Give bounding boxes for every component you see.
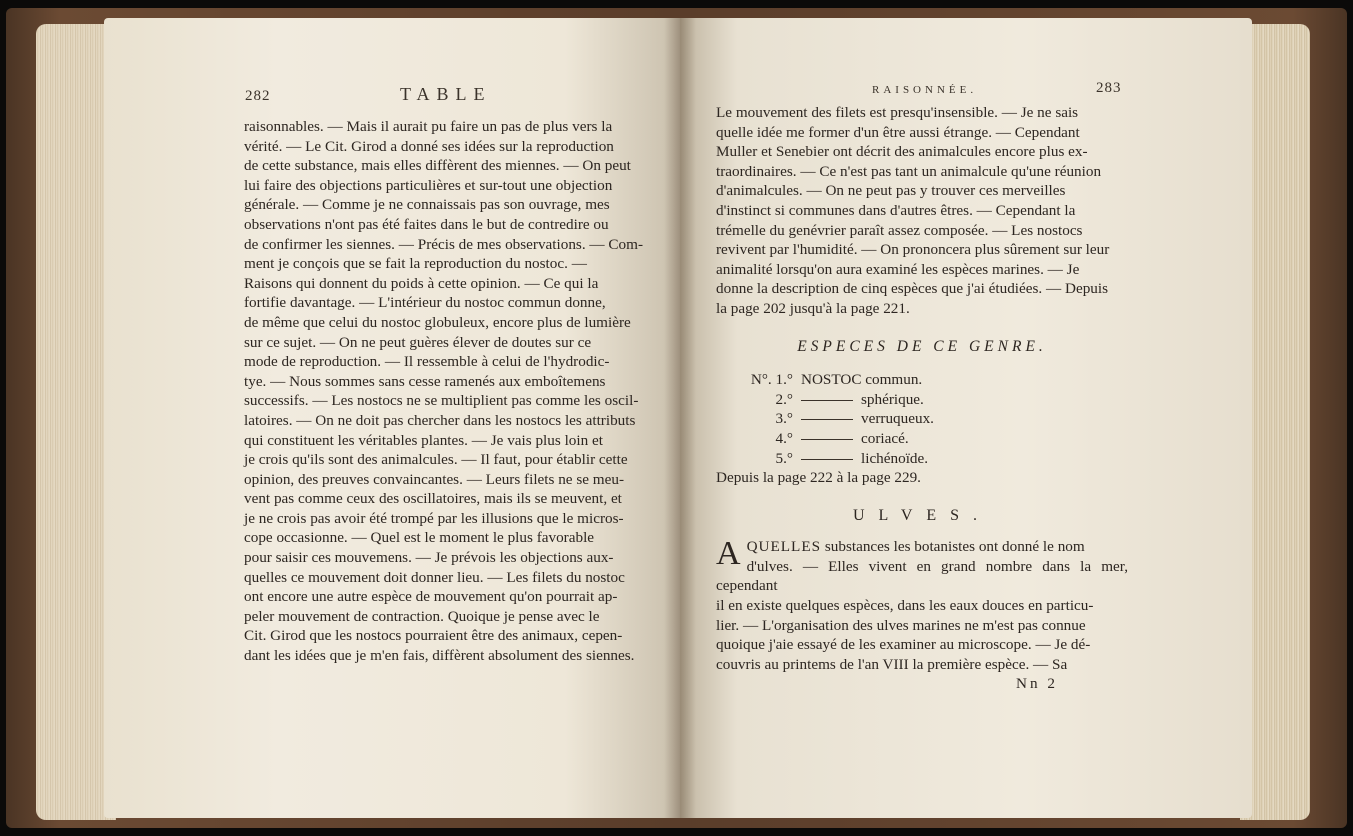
- text-line: vent pas comme ceux des oscillatoires, mais ils se meuvent, et: [244, 490, 622, 508]
- text-line: latoires. — On ne doit pas chercher dans les nostocs les attributs: [244, 411, 636, 429]
- text-line: quoique j'aie essayé de les examiner au microscope. — Je dé-: [716, 636, 1091, 654]
- species-name: verruqueux.: [861, 410, 934, 428]
- right-running-title: RAISONNÉE.: [872, 84, 978, 96]
- text-line: de confirmer les siennes. — Précis de mes observations. — Com-: [244, 235, 644, 253]
- species-number: N°. 1.°: [750, 371, 793, 389]
- text-line: revivent par l'humidité. — On prononcera plus sûrement sur leur: [716, 241, 1110, 259]
- species-heading: ESPECES DE CE GENRE.: [797, 337, 1047, 355]
- text-line: cope occasionne. — Quel est le moment le plus favorable: [244, 529, 595, 547]
- text-line: mode de reproduction. — Il ressemble à celui de l'hydrodic-: [244, 353, 610, 371]
- small-caps-word: QUELLES: [746, 538, 822, 556]
- text-line: de cette substance, mais elles diffèrent des miennes. — On peut: [244, 157, 631, 175]
- text-line: couvris au printems de l'an VIII la première espèce. — Sa: [716, 655, 1068, 673]
- species-page-range: Depuis la page 222 à la page 229.: [716, 469, 921, 487]
- text-line: peler mouvement de contraction. Quoique je pense avec le: [244, 607, 600, 625]
- species-number: 3.°: [775, 410, 793, 428]
- left-running-title: TABLE: [400, 84, 492, 104]
- text-line: sur ce sujet. — On ne peut guères élever de doutes sur ce: [244, 333, 592, 351]
- text-line: pour saisir ces mouvemens. — Je prévois les objections aux-: [244, 549, 614, 567]
- text-line: donne la description de cinq espèces que j'ai étudiées. — Depuis: [716, 280, 1109, 298]
- text-line: successifs. — Les nostocs ne se multiplient pas comme les oscil-: [244, 392, 639, 410]
- text-line: raisonnables. — Mais il aurait pu faire un pas de plus vers la: [244, 118, 613, 135]
- list-item: [746, 429, 1128, 449]
- text-line: animalité lorsqu'on aura examiné les espèces marines. — Je: [716, 260, 1080, 278]
- text-line: traordinaires. — Ce n'est pas tant un animalcule qu'une réunion: [716, 162, 1102, 180]
- left-page-number: 282: [245, 88, 271, 104]
- text-line: Le mouvement des filets est presqu'insensible. — Je ne sais: [716, 104, 1079, 121]
- left-page-body: [244, 117, 654, 666]
- text-line: Cit. Girod que les nostocs pourraient être des animaux, cepen-: [244, 627, 623, 645]
- list-item: [746, 370, 1128, 390]
- species-name: NOSTOC commun.: [801, 371, 923, 389]
- list-item: [746, 449, 1128, 469]
- text-line: Muller et Senebier ont décrit des animalcules encore plus ex-: [716, 143, 1088, 161]
- book-gutter: [664, 18, 696, 818]
- species-number: 5.°: [775, 449, 793, 467]
- text-line: quelles ce mouvement doit donner lieu. — Les filets du nostoc: [244, 568, 625, 586]
- text-line: de même que celui du nostoc globuleux, encore plus de lumière: [244, 313, 631, 331]
- species-name: coriacé.: [861, 429, 909, 447]
- text-line: d'animalcules. — On ne peut pas y trouver ces merveilles: [716, 182, 1066, 200]
- right-page-number: 283: [1096, 80, 1122, 96]
- text-line: je ne crois pas avoir été trompé par les illusions que le micros-: [244, 509, 624, 527]
- text-line: vérité. — Le Cit. Girod a donné ses idées sur la reproduction: [244, 137, 614, 155]
- text-line: opinion, des preuves convaincantes. — Leurs filets ne se meu-: [244, 470, 624, 488]
- ditto-rule: [801, 449, 853, 460]
- right-page-body: [716, 103, 1128, 694]
- text-line: générale. — Comme je ne connaissais pas son ouvrage, mes: [244, 196, 610, 214]
- text-line: substances les botanistes ont donné le nom: [821, 538, 1085, 556]
- text-line: tye. — Nous sommes sans cesse ramenés aux emboîtemens: [244, 372, 606, 390]
- ditto-rule: [801, 409, 853, 420]
- text-line: lier. — L'organisation des ulves marines ne m'est pas connue: [716, 616, 1086, 634]
- ulves-heading: ULVES.: [852, 506, 992, 524]
- text-line: qui constituent les véritables plantes. — Je vais plus loin et: [244, 431, 603, 449]
- text-line: lui faire des objections particulières et sur-tout une objection: [244, 176, 613, 194]
- list-item: [746, 390, 1128, 410]
- species-number: 2.°: [775, 390, 793, 408]
- text-line: la page 202 jusqu'à la page 221.: [716, 299, 910, 317]
- text-line: fortifie davantage. — L'intérieur du nostoc commun donne,: [244, 294, 606, 312]
- text-line: trémelle du genévrier paraît assez composée. — Les nostocs: [716, 221, 1083, 239]
- text-line: dant les idées que je m'en fais, diffèrent absolument des siennes.: [244, 647, 635, 665]
- species-number: 4.°: [775, 429, 793, 447]
- text-line: il en existe quelques espèces, dans les eaux douces en particu-: [716, 597, 1094, 615]
- text-line: ont encore une autre espèce de mouvement qu'on pourrait ap-: [244, 588, 618, 606]
- species-name: lichénoïde.: [861, 449, 929, 467]
- signature-mark: Nn 2: [1016, 675, 1058, 693]
- text-line: d'ulves. — Elles vivent en grand nombre dans la mer, cependant: [716, 557, 1128, 595]
- text-line: observations n'ont pas été faites dans le but de contredire ou: [244, 215, 609, 233]
- ulves-first-line: [716, 535, 1128, 573]
- list-item: [746, 409, 1128, 429]
- drop-cap: A: [716, 535, 741, 573]
- text-line: Raisons qui donnent du poids à cette opinion. — Ce qui la: [244, 274, 599, 292]
- text-line: quelle idée me former d'un être aussi étrange. — Cependant: [716, 123, 1080, 141]
- species-list: [746, 370, 1128, 468]
- species-name: sphérique.: [861, 390, 924, 408]
- text-line: je crois qu'ils sont des animalcules. — Il faut, pour établir cette: [244, 451, 628, 469]
- text-line: d'instinct si communes dans d'autres êtres. — Cependant la: [716, 201, 1076, 219]
- text-line: ment je conçois que se fait la reproduction du nostoc. —: [244, 255, 587, 273]
- ditto-rule: [801, 390, 853, 401]
- ditto-rule: [801, 429, 853, 440]
